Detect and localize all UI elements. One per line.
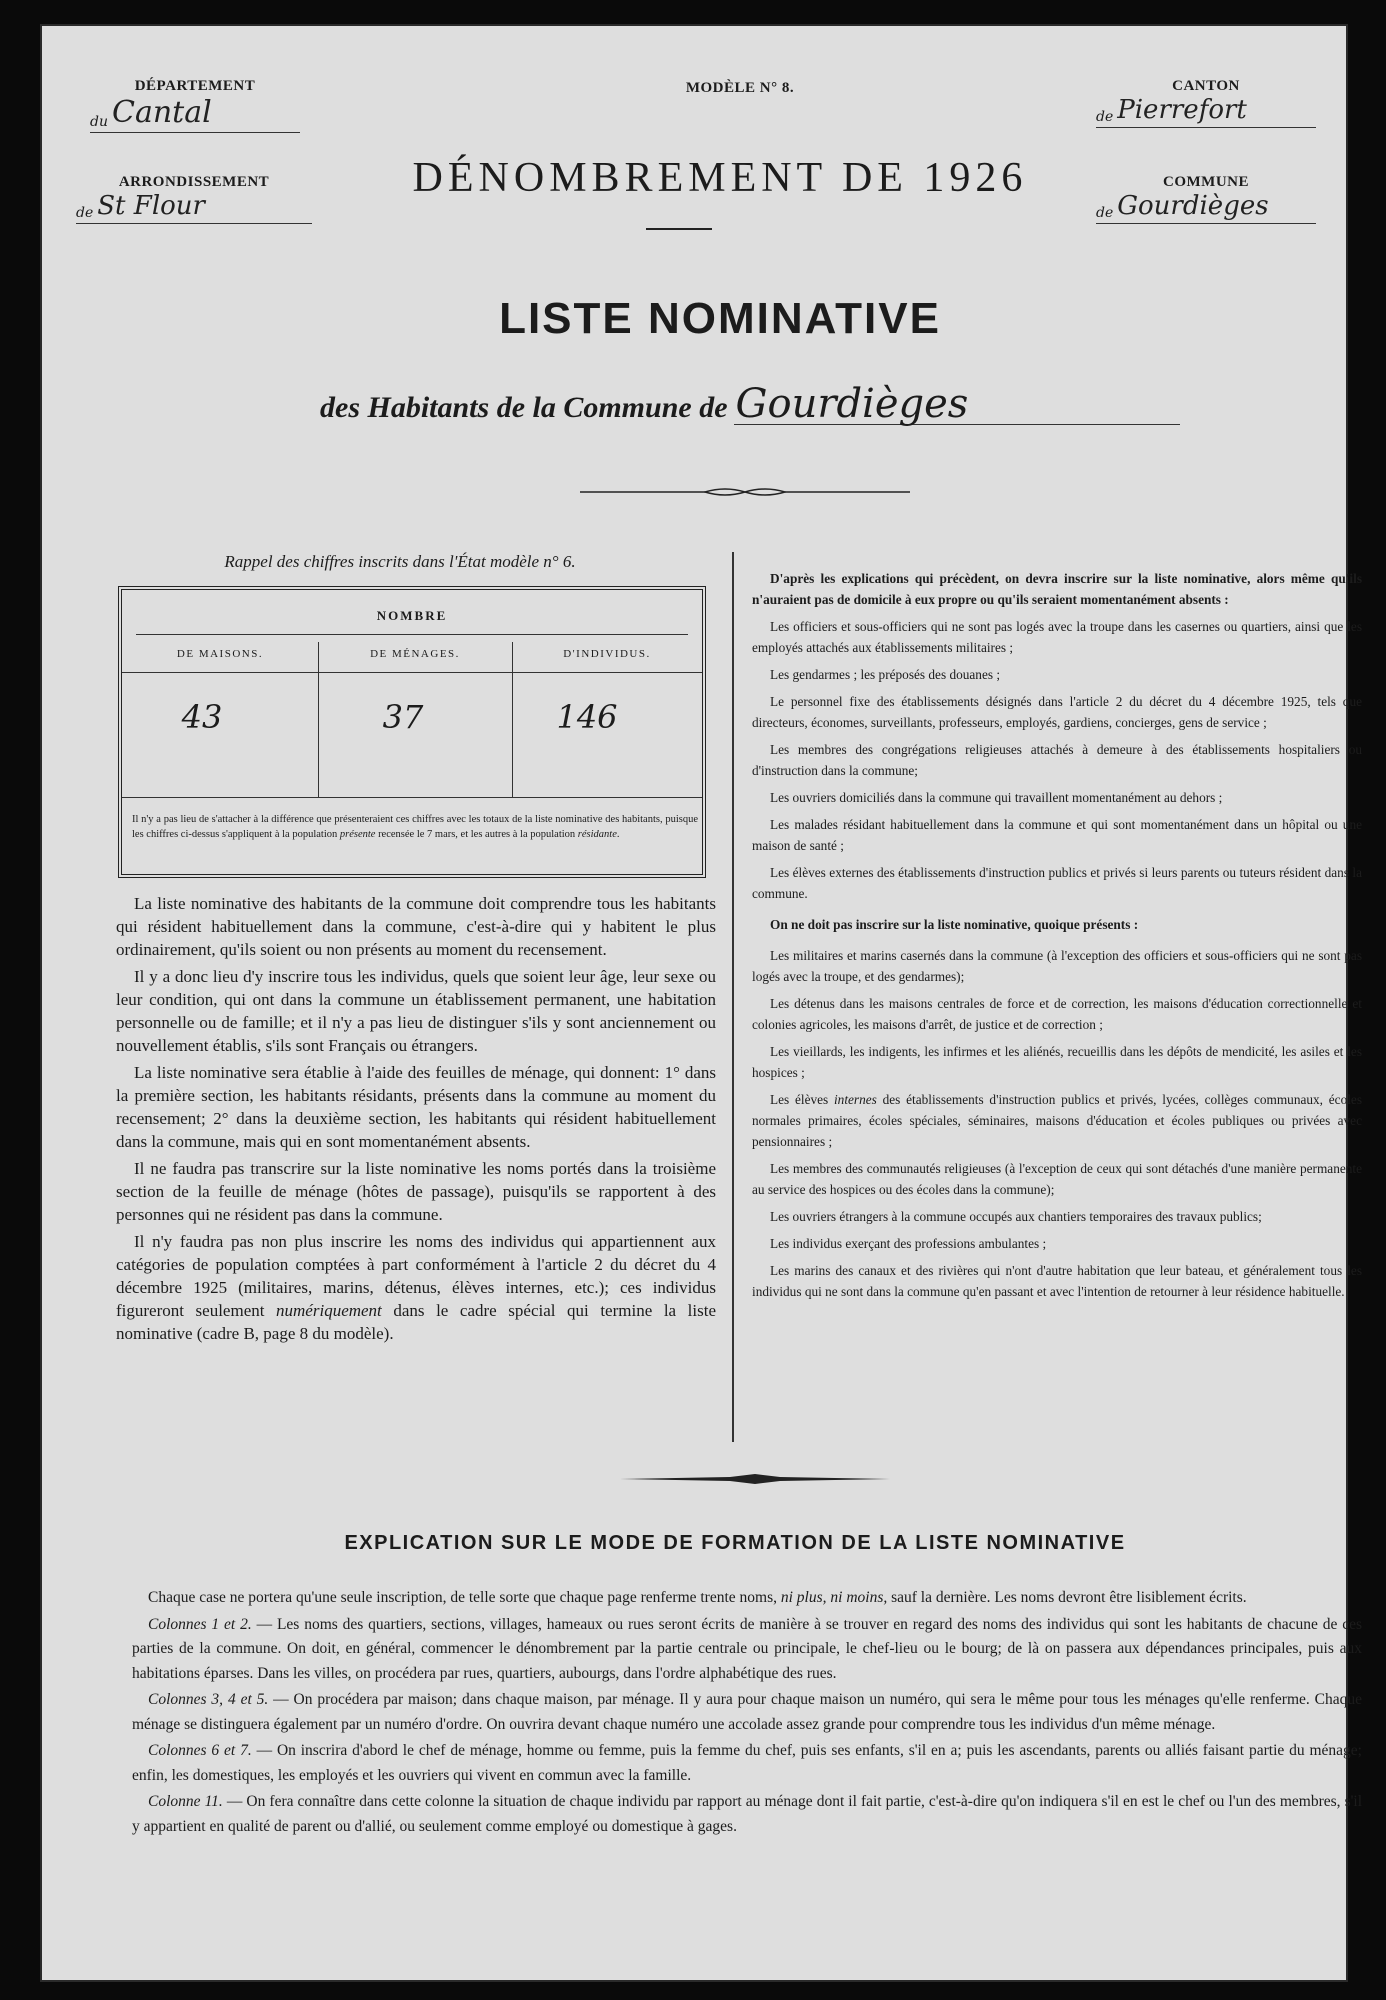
table-note: [132, 812, 698, 842]
left-paragraph: [116, 1230, 716, 1345]
left-paragraph: La liste nominative sera établie à l'aide des feuilles de ménage, qui donnent: 1° dans la première section, les habitants résidants, présents dans la commune au moment du recensement; 2° dans la deuxième section, les habitants qui résident habituellement dans la commune, mais qui en sont momentanément absents.: [116, 1063, 716, 1151]
commune-value: Gourdièges: [1117, 191, 1269, 221]
expl-emphasis: ni plus, ni moins,: [780, 1589, 888, 1606]
count-maisons: 43: [181, 698, 223, 736]
departement-label: DÉPARTEMENT: [134, 78, 256, 94]
canton-block: [1096, 78, 1316, 128]
commune-block: [1096, 174, 1316, 224]
ornament-divider: [580, 486, 910, 498]
include-item: Les malades résidant habituellement dans la commune et qui sont momentanément dans un hôpital ou une maison de santé ;: [752, 817, 1362, 853]
include-item: Les gendarmes ; les préposés des douanes ;: [770, 667, 1001, 682]
exclude-item: Les militaires et marins casernés dans la commune (à l'exception des officiers et sous-officiers qui ne sont pas logés avec la troupe, et des gendarmes);: [752, 948, 1362, 984]
counts-table: [118, 586, 706, 878]
commune-prefix: de: [1096, 205, 1114, 221]
canton-field: [1096, 95, 1316, 128]
departement-value: Cantal: [111, 95, 212, 130]
expl-paragraph: [132, 1613, 1362, 1687]
col-header-maisons: DE MAISONS.: [176, 648, 264, 660]
page-title: DÉNOMBREMENT DE 1926: [412, 155, 1028, 201]
arrondissement-block: [76, 174, 312, 224]
title-rule: [646, 228, 712, 230]
count-menages: 37: [382, 698, 424, 736]
rappel-caption: Rappel des chiffres inscrits dans l'État modèle n° 6.: [224, 552, 576, 571]
canton-prefix: de: [1096, 109, 1114, 125]
left-instructions: [116, 892, 716, 1349]
expl-text: sauf la dernière. Les noms devront être lisiblement écrits.: [887, 1589, 1247, 1606]
expl-paragraph: [132, 1688, 1362, 1737]
left-paragraph: La liste nominative des habitants de la commune doit comprendre tous les habitants qui résident habituellement dans la commune, c'est-à-dire qui y habitent le plus ordinairement, qu'ils soient ou non présents au moment du recensement.: [116, 894, 716, 959]
liste-nominative-title: LISTE NOMINATIVE: [499, 294, 941, 343]
left-text: Il n'y faudra pas non plus inscrire les noms des individus qui appartiennent aux catégories de population comptées à part conformément à l'article 2 du décret du 4 décembre 1925 (militaires, marins, détenus, élèves internes, etc.); ces individus figureront seulement: [116, 1232, 716, 1320]
explication-body: [132, 1586, 1362, 1841]
arrondissement-label: ARRONDISSEMENT: [118, 174, 270, 190]
expl-text: — On fera connaître dans cette colonne la situation de chaque individu par rapport au ménage dont il fait partie, c'est-à-dire qu'on indiquera s'il en est le chef ou l'un des membres, s'il y appartient en qualité de parent ou d'allié, ou seulement comme employé ou domestique à gages.: [132, 1793, 1363, 1835]
modele-number: MODÈLE N° 8.: [685, 80, 795, 96]
canton-label: CANTON: [1172, 78, 1240, 94]
expl-col-label: Colonnes 1 et 2.: [148, 1615, 252, 1633]
exclude-emphasis: internes: [833, 1092, 877, 1107]
arrondissement-prefix: de: [76, 205, 94, 221]
arrondissement-field: [76, 191, 312, 224]
column-divider: [732, 552, 734, 1442]
canton-value: Pierrefort: [1117, 95, 1247, 125]
note-emphasis: présente: [339, 829, 376, 840]
expl-text: — On inscrira d'abord le chef de ménage, homme ou femme, puis la femme du chef, puis ses enfants, s'il en a; puis les ascendants, parents ou alliés faisant partie du ménage; enfin, les domestiques, les employés et les ouvriers qui vivent en commun avec la famille.: [132, 1742, 1362, 1784]
expl-paragraph: [132, 1739, 1362, 1788]
expl-col-label: Colonnes 6 et 7.: [148, 1742, 252, 1759]
include-item: Le personnel fixe des établissements désignés dans l'article 2 du décret du 4 décembre 1925, tels que directeurs, économes, surveillants, professeurs, employés, gardiens, concierges, gens de service ;: [752, 694, 1362, 730]
habitants-label: des Habitants de la Commune de: [320, 391, 728, 424]
expl-paragraph: [132, 1790, 1362, 1839]
expl-col-label: Colonne 11.: [148, 1793, 223, 1810]
census-form-page: [40, 24, 1363, 1982]
expl-paragraph: [132, 1586, 1362, 1611]
expl-col-label: Colonnes 3, 4 et 5.: [148, 1691, 269, 1708]
explication-title: EXPLICATION SUR LE MODE DE FORMATION DE LA LISTE NOMINATIVE: [344, 1532, 1126, 1554]
left-paragraph: Il y a donc lieu d'y inscrire tous les individus, quels que soient leur âge, leur sexe ou leur condition, qui ont dans la commune un établissement permanent, une habitation personnelle ou de famille; et il n'y a pas lieu de distinguer s'ils y sont anciennement ou nouvellement établis, s'ils sont Français ou étrangers.: [116, 967, 716, 1055]
commune-field: [1096, 191, 1316, 224]
ornament-divider-2: [620, 1472, 890, 1486]
exclude-item: Les membres des communautés religieuses (à l'exception de ceux qui sont détachés d'une manière permanente au service des hospices ou des écoles dans la commune);: [752, 1161, 1362, 1197]
departement-field: [90, 95, 300, 133]
exclude-item: [752, 1089, 1362, 1152]
habitants-line: [320, 381, 1180, 427]
col-header-menages: DE MÉNAGES.: [370, 648, 460, 660]
expl-text: — On procédera par maison; dans chaque maison, par ménage. Il y aura pour chaque maison un numéro, qui sera le même pour tous les ménages qu'elle renferme. Chaque ménage se distinguera également par un numéro d'ordre. On ouvrira devant chaque numéro une accolade assez grande pour comprendre tous les individus d'un même ménage.: [132, 1691, 1362, 1733]
commune-label: COMMUNE: [1163, 174, 1249, 190]
col-header-individus: D'INDIVIDUS.: [563, 648, 651, 660]
exclude-item: Les marins des canaux et des rivières qui n'ont d'autre habitation que leur bateau, et généralement tous les individus qui ne sont dans la commune qu'en passant et avec l'intention de retourner à leur résidence habituelle.: [752, 1263, 1362, 1299]
exclude-item: Les vieillards, les indigents, les infirmes et les aliénés, recueillis dans les dépôts de mendicité, les asiles et les hospices ;: [752, 1044, 1362, 1080]
nombre-header: NOMBRE: [376, 608, 448, 623]
note-emphasis: résidante: [577, 829, 617, 840]
exclude-text: des établissements d'instruction publics et privés, lycées, collèges communaux, écoles normales primaires, écoles spéciales, séminaires, maisons d'éducation et écoles publiques ou privées avec pensionnaires ;: [752, 1092, 1362, 1149]
exclude-item: Les ouvriers étrangers à la commune occupés aux chantiers temporaires des travaux publics;: [770, 1209, 1262, 1224]
include-item: Les officiers et sous-officiers qui ne sont pas logés avec la troupe dans les casernes ou quartiers, ainsi que les employés attachés aux établissements militaires ;: [752, 619, 1362, 655]
body-row-rule: [122, 797, 702, 798]
arrondissement-value: St Flour: [97, 191, 205, 221]
left-paragraph: Il ne faudra pas transcrire sur la liste nominative les noms portés dans la troisième section de la feuille de ménage (hôtes de passage), puisqu'ils se rapportent à des personnes qui ne résident pas dans la commune.: [116, 1159, 716, 1224]
include-item: Les élèves externes des établissements d'instruction publics et privés si leurs parents ou tuteurs résident dans la commune.: [752, 865, 1362, 901]
expl-text: — Les noms des quartiers, sections, villages, hameaux ou rues seront écrits de manière à se trouver en regard des noms des individus qui sont les habitants de chacune de ces parties de la commune. On doit, en général, commencer le dénombrement par la partie centrale ou principale, le chef-lieu ou le bourg; de là on passera aux dépendances principales, puis aux habitations éparses. Dans les villes, on procédera par rues, quartiers, aubourgs, dans l'ordre alphabétique des rues.: [132, 1615, 1362, 1682]
note-text: Il n'y a pas lieu de s'attacher à la différence que présenteraient ces chiffres avec les totaux de la liste nominative des habitants, puisque les chiffres ci-dessus s'appliquent à la population: [132, 814, 698, 840]
exclude-item: Les individus exerçant des professions ambulantes ;: [770, 1236, 1047, 1251]
exclude-text: Les élèves: [770, 1092, 834, 1107]
exclude-heading: On ne doit pas inscrire sur la liste nominative, quoique présents :: [770, 917, 1139, 932]
expl-text: Chaque case ne portera qu'une seule inscription, de telle sorte que chaque page renferme trente noms,: [148, 1589, 781, 1606]
include-item: Les ouvriers domiciliés dans la commune qui travaillent momentanément au dehors ;: [770, 790, 1223, 805]
count-individus: 146: [556, 698, 618, 736]
header-row-rule: [122, 672, 702, 673]
include-item: Les membres des congrégations religieuses attachés à demeure à des établissements hospitaliers ou d'instruction dans la commune;: [752, 742, 1362, 778]
left-text: dans le cadre spécial qui termine la liste nominative (cadre B, page 8 du modèle).: [116, 1301, 716, 1343]
right-intro: D'après les explications qui précèdent, on devra inscrire sur la liste nominative, alors même qu'ils n'auraient pas de domicile à eux propre ou qu'ils seraient momentanément absents :: [752, 571, 1362, 607]
note-text: .: [616, 829, 620, 840]
departement-block: [90, 78, 300, 133]
exclude-item: Les détenus dans les maisons centrales de force et de correction, les maisons d'éducation correctionnelle et colonies agricoles, les maisons d'arrêt, de justice et de correction ;: [752, 996, 1362, 1032]
right-instructions: [752, 568, 1362, 1308]
habitants-commune-value: Gourdièges: [734, 384, 1180, 425]
note-text: recensée le 7 mars, et les autres à la population: [375, 829, 578, 840]
left-emphasis: numériquement: [276, 1301, 382, 1320]
nombre-rule: [136, 634, 688, 635]
departement-prefix: du: [90, 114, 108, 130]
